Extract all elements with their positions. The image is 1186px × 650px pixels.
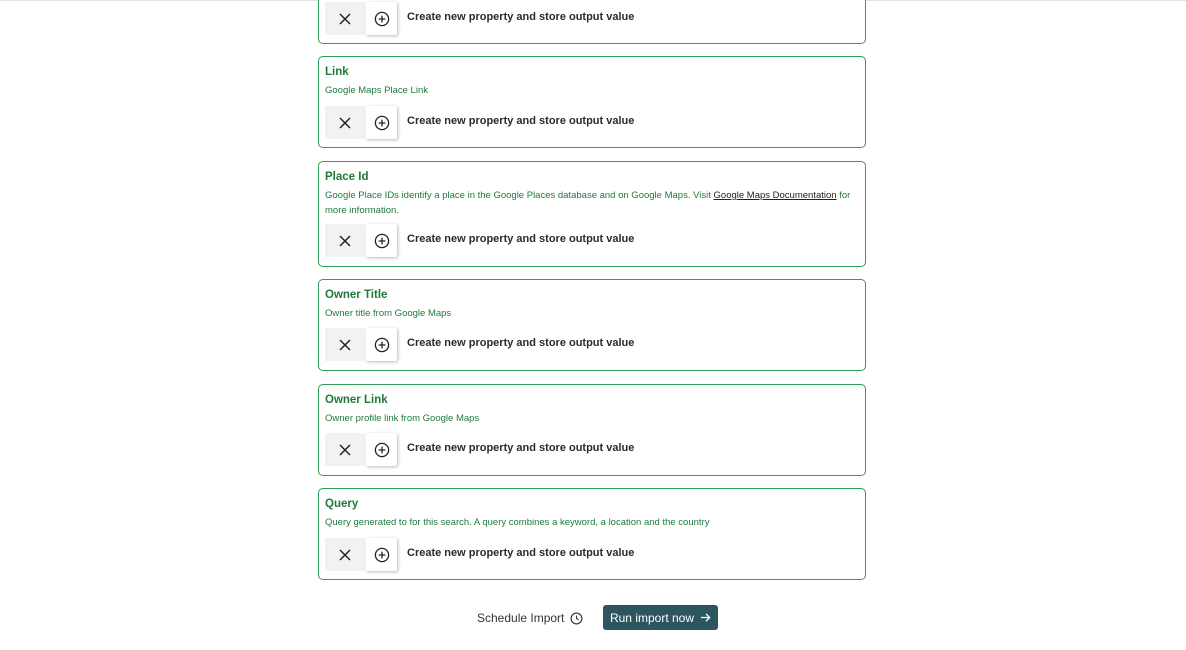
add-property-button[interactable] [366,328,397,361]
create-property-label[interactable]: Create new property and store output value [407,233,635,245]
close-icon [339,235,351,247]
mapping-row [325,328,845,361]
plus-circle-icon [374,11,390,27]
property-card-owner-title [318,279,866,371]
close-icon [339,339,351,351]
add-property-button[interactable] [366,433,397,466]
mapping-row [325,106,845,139]
property-card-place-id [318,161,866,267]
documentation-link[interactable]: Google Maps Documentation [713,190,837,201]
run-import-button[interactable] [603,605,718,630]
property-card-link [318,56,866,148]
plus-circle-icon [374,547,390,563]
clock-icon [570,612,583,625]
property-card-partial [318,0,866,44]
card-description [325,189,855,218]
card-description: Google Maps Place Link [325,85,428,96]
remove-mapping-button[interactable] [325,328,365,361]
mapping-row [325,224,845,257]
close-icon [339,117,351,129]
add-property-button[interactable] [366,2,397,35]
description-text-end: for more information. [325,190,851,216]
create-property-label[interactable]: Create new property and store output value [407,337,635,349]
plus-circle-icon [374,233,390,249]
remove-mapping-button[interactable] [325,433,365,466]
card-title: Place Id [325,171,369,183]
mapping-row [325,2,845,35]
card-description: Owner profile link from Google Maps [325,413,480,424]
plus-circle-icon [374,115,390,131]
card-description: Owner title from Google Maps [325,308,452,319]
close-icon [339,13,351,25]
arrow-right-icon [700,612,711,623]
card-title: Owner Link [325,394,388,406]
property-card-owner-link [318,384,866,476]
plus-circle-icon [374,442,390,458]
card-title: Query [325,498,359,510]
card-title: Owner Title [325,289,388,301]
create-property-label[interactable]: Create new property and store output value [407,11,635,23]
property-card-query [318,488,866,580]
plus-circle-icon [374,337,390,353]
close-icon [339,549,351,561]
schedule-import-button[interactable] [477,609,583,627]
remove-mapping-button[interactable] [325,106,365,139]
card-description: Query generated to for this search. A query combines a keyword, a location and the country [325,517,710,528]
run-import-label: Run import now [609,610,695,625]
add-property-button[interactable] [366,106,397,139]
create-property-label[interactable]: Create new property and store output value [407,442,635,454]
mapping-row [325,538,845,571]
add-property-button[interactable] [366,538,397,571]
create-property-label[interactable]: Create new property and store output value [407,115,635,127]
mapping-row [325,433,845,466]
close-icon [339,444,351,456]
remove-mapping-button[interactable] [325,224,365,257]
remove-mapping-button[interactable] [325,538,365,571]
description-text: Google Place IDs identify a place in the Google Places database and on Google Maps. Visit [325,190,714,201]
add-property-button[interactable] [366,224,397,257]
card-title: Link [325,66,349,78]
schedule-import-label: Schedule Import [477,611,565,625]
remove-mapping-button[interactable] [325,2,365,35]
create-property-label[interactable]: Create new property and store output value [407,547,635,559]
